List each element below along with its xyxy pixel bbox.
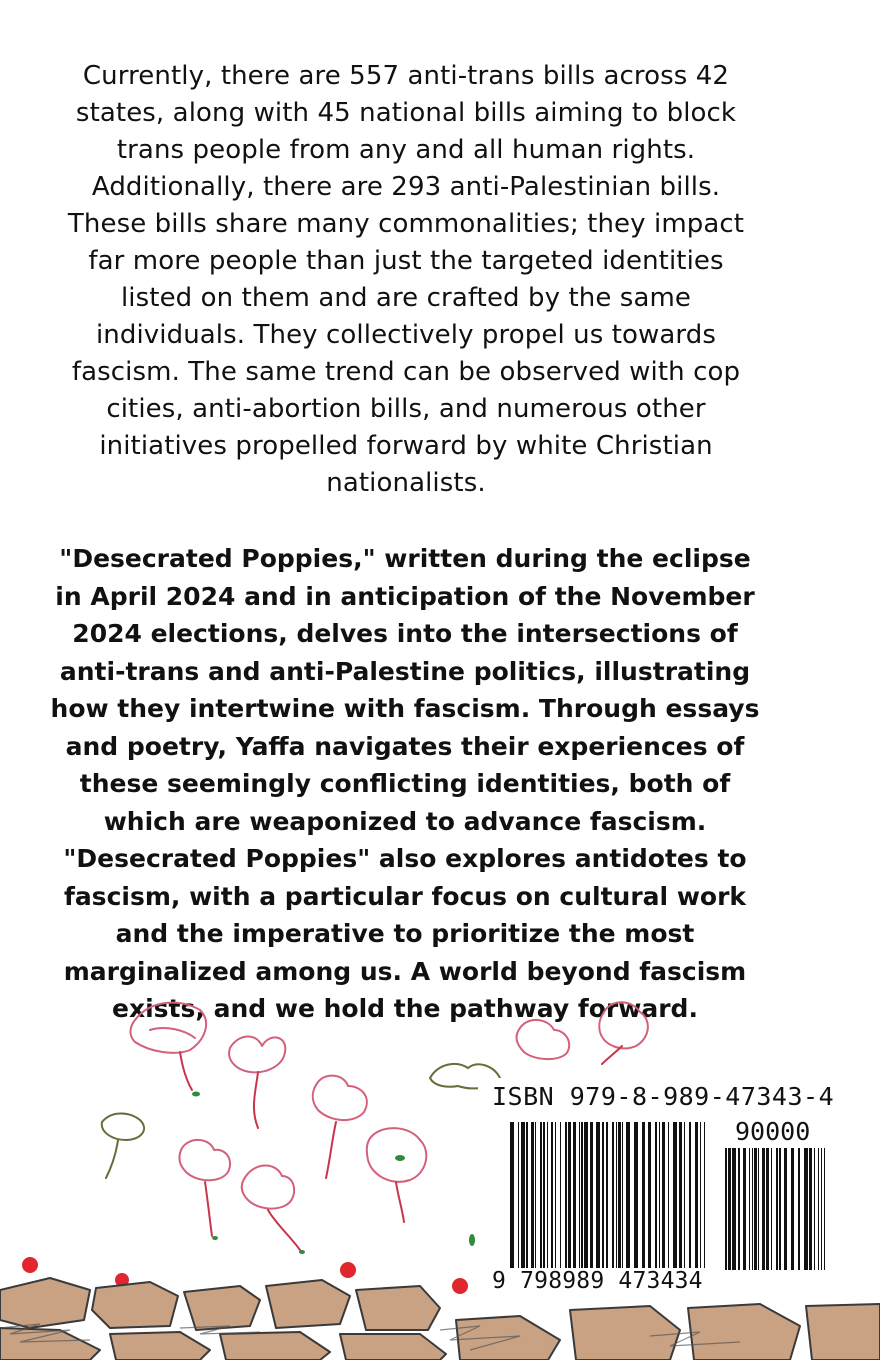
barcode-bar <box>560 1122 561 1268</box>
stone-drawing <box>184 1286 260 1330</box>
barcode-bar <box>743 1148 746 1270</box>
barcode-bar <box>510 1122 514 1268</box>
stone-drawing <box>806 1304 880 1360</box>
barcode-bar <box>776 1148 778 1270</box>
barcode-bar <box>749 1148 750 1270</box>
red-poppy <box>340 1262 356 1278</box>
barcode-bar <box>584 1122 588 1268</box>
barcode-bar <box>754 1148 757 1270</box>
poppy-drawing <box>599 1002 648 1064</box>
stone-drawing <box>220 1332 330 1360</box>
stone-drawing <box>570 1306 680 1360</box>
barcode-bar <box>606 1122 608 1268</box>
barcode-bar <box>612 1122 614 1268</box>
leaf-drawing <box>469 1234 475 1246</box>
leaf-drawing <box>395 1155 405 1161</box>
red-poppy <box>22 1257 38 1273</box>
barcode-bar <box>655 1122 657 1268</box>
stone-drawing <box>340 1334 446 1360</box>
barcode-bar <box>581 1122 583 1268</box>
barcode-bar <box>684 1122 685 1268</box>
stone-drawing <box>110 1332 210 1360</box>
barcode-bar <box>704 1122 705 1268</box>
barcode-bar <box>540 1122 542 1268</box>
barcode-bar <box>590 1122 593 1268</box>
leaf-drawing <box>192 1092 200 1097</box>
barcode-bar <box>535 1122 536 1268</box>
price-code: 90000 <box>735 1117 811 1146</box>
poppy-drawing <box>229 1036 285 1128</box>
intro-paragraph: Currently, there are 557 anti-trans bills across 42 states, along with 45 national bills aiming to block trans people from any and all human rights. Additionally, there are 293 anti-Palestinian bills. These bills share many commonalities; they impact far more people than just the targeted identities listed on them and are crafted by the same individuals. They collectively propel us towards fascism. The same trend can be observed with cop cities, anti-abortion bills, and numerous other initiatives propelled forward by white Christian nationalists. <box>67 61 745 498</box>
stone-drawing <box>456 1316 560 1360</box>
barcode-bar <box>551 1122 553 1268</box>
barcode-bar <box>804 1148 808 1270</box>
barcode-bar <box>798 1148 800 1270</box>
barcode-bar <box>662 1122 665 1268</box>
barcode-bar <box>573 1122 576 1268</box>
barcode-bar <box>579 1122 580 1268</box>
barcode-bar <box>521 1122 525 1268</box>
barcode-bar <box>626 1122 630 1268</box>
barcode-bar <box>622 1122 623 1268</box>
barcode-bar <box>642 1122 645 1268</box>
poppy-drawing <box>313 1076 367 1178</box>
stone-drawing <box>356 1286 440 1330</box>
price-barcode <box>725 1148 825 1270</box>
barcode-bar <box>758 1148 759 1270</box>
barcode-bar <box>565 1122 567 1268</box>
stone-drawing <box>0 1278 90 1328</box>
barcode-bar <box>771 1148 772 1270</box>
barcode-bar <box>818 1148 819 1270</box>
leaf-drawing <box>299 1250 305 1254</box>
barcode-bar <box>732 1148 736 1270</box>
barcode-bar <box>728 1148 731 1270</box>
barcode-bar <box>689 1122 691 1268</box>
barcode-bar <box>821 1148 822 1270</box>
barcode-bar <box>738 1148 740 1270</box>
poppy-drawing <box>517 1020 570 1059</box>
barcode-bar <box>673 1122 677 1268</box>
barcode-bar <box>725 1148 727 1270</box>
isbn-label: ISBN 979-8-989-47343-4 <box>492 1082 835 1111</box>
blurb-paragraph: "Desecrated Poppies," written during the eclipse in April 2024 and in anticipation of the November 2024 elections, delves into the intersections of anti-trans and anti-Palestine politics, illustrating how they intertwine with fascism. Through essays and poetry, Yaffa navigates their experiences of these seemingly conflicting identities, both of which are weaponized to advance fascism. "Desecrated Poppies" also explores antidotes to fascism, with a particular focus on cultural work and the imperative to prioritize the most marginalized among us. A world beyond fascism exists, and we hold the pathway forward. <box>50 544 760 1023</box>
barcode-bar <box>679 1122 682 1268</box>
barcode-bar <box>700 1122 701 1268</box>
barcode-bar <box>791 1148 794 1270</box>
barcode-bar <box>531 1122 534 1268</box>
red-poppy <box>452 1278 468 1294</box>
barcode-bar <box>568 1122 571 1268</box>
barcode-bar <box>618 1122 621 1268</box>
poppy-drawing <box>179 1140 230 1236</box>
stone-drawing <box>92 1282 178 1328</box>
barcode-bar <box>809 1148 812 1270</box>
barcode-bar <box>695 1122 698 1268</box>
poppy-drawing <box>130 1003 206 1090</box>
bud-drawing <box>102 1114 144 1179</box>
barcode-bar <box>752 1148 753 1270</box>
barcode-bar <box>779 1148 781 1270</box>
barcode-bar <box>555 1122 556 1268</box>
isbn-barcode <box>510 1122 705 1268</box>
barcode-bar <box>668 1122 669 1268</box>
barcode-bar <box>784 1148 787 1270</box>
barcode-bar <box>634 1122 638 1268</box>
stone-drawing <box>688 1304 800 1360</box>
barcode-bar <box>547 1122 548 1268</box>
barcode-bar <box>602 1122 604 1268</box>
barcode-bar <box>616 1122 617 1268</box>
barcode-digits: 9 798989 473434 <box>492 1268 703 1294</box>
stone-drawing <box>266 1280 350 1328</box>
barcode-bar <box>824 1148 825 1270</box>
barcode-bar <box>648 1122 651 1268</box>
leaf-drawing <box>212 1236 218 1240</box>
barcode-bar <box>518 1122 519 1268</box>
barcode-bar <box>543 1122 545 1268</box>
barcode-bar <box>659 1122 660 1268</box>
barcode-bar <box>596 1122 600 1268</box>
barcode-bar <box>762 1148 765 1270</box>
poppy-drawing <box>367 1128 427 1222</box>
barcode-bar <box>526 1122 528 1268</box>
poppy-drawing <box>242 1166 300 1251</box>
barcode-bar <box>766 1148 769 1270</box>
barcode-bar <box>814 1148 815 1270</box>
